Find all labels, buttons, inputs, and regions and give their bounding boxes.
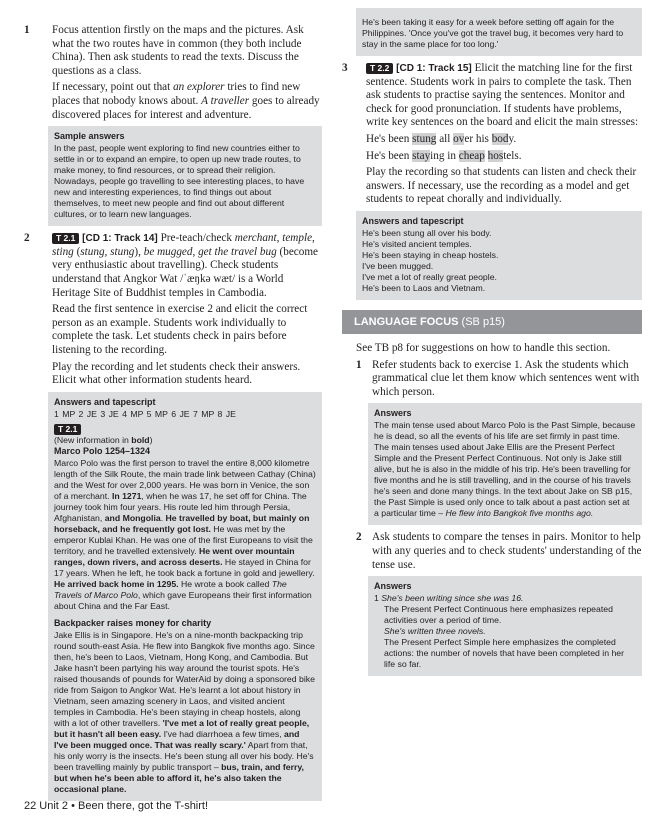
step-2-para-3: Play the recording and let students check their answers. Elicit what other information students heard. [52,360,301,387]
language-focus-header: LANGUAGE FOCUS (SB p15) [342,310,642,334]
answer-2-explanation: The Present Perfect Simple here emphasizes the completed actions: the number of novels that have been completed in her life so far. [384,637,625,670]
step-2-para-2: Read the first sentence in exercise 2 and elicit the correct person as an example. Students work individually to complete the task. Let students check in pairs before listening to the recording. [52,303,308,356]
box-heading: Answers [374,581,412,592]
lf-step-1 [342,359,642,400]
answers-tapescript-box [48,392,322,801]
answer-1-explanation: The Present Perfect Continuous here emphasizes repeated activities over a period of time. [384,604,613,626]
text-run: . [160,512,166,523]
answer-2-sentence: She's written three novels. [384,626,486,637]
box-heading: Answers and tapescript [362,215,464,226]
box-heading: Answers [374,408,412,419]
stress-run: ing in [430,149,459,162]
text-run: , when he was 17, he set off for China. The journey took him four years. His route led him through Persia, Afghanistan, [54,490,307,523]
answer-line: He's been to Laos and Vietnam. [362,282,486,293]
box-text-2: The main tenses used about Jake Ellis are the Present Perfect Simple and the Present Perfect Continuous. Not only is Jake still alive, but he is also in the middle of his trip. He's been travelling for five months and he is still travelling, and in the course of his travels he's seen and done many things. In the text about Jake on SB p15, the Past Simple is used only once to talk about a past action set at a particular time – He flew into Bangkok five months ago. [374,442,633,519]
track-tag: T 2.1 [54,424,81,435]
answer-lines [362,228,636,294]
box-text: In the past, people went exploring to find new countries either to settle in or to expand an empire, to open up new trade routes, to make money, to find resources, or to spread their religion. Nowadays, people go travelling to see interesting places, to have new and interesting experiences, to find things out about themselves, to meet new people and find out about different cultures, or to learn new languages. [54,143,305,220]
answer-line: I've been mugged. [362,260,434,271]
stress-example-1 [366,133,642,147]
stress-run: He's been [366,149,413,162]
step-number: 3 [342,62,348,74]
stress-run: er his [464,132,492,145]
text-run: Jake Ellis is in Singapore. He's on a nine-month backpacking trip round south-east Asia. He flew into Bangkok five months ago. Since then, he's been to Laos, Vietnam, Hong Kong, and Cambodia. But Jake hasn't been partying his way around the tourist spots. He's raised thousands of pounds for WaterAid by doing a sponsored bike ride from Saigon to Angkor Wat. He's learnt a lot about history in Vietnam, seen amazing scenery in Laos, and visited ancient temples in Cambodia. He's been staying in cheap hostels, along with a lot of other travellers. [54,629,315,728]
stress-run: all [436,132,454,145]
stress-run: cheap [458,149,485,162]
sample-answers-box [48,126,322,226]
text-run: He was met by the emperor Kublai Khan. He was one of the first Europeans to visit the territory, and he travelled extensively. [54,523,313,556]
text-run: He travelled by boat, but mainly on horseback, and he frequently got lost. [54,512,310,534]
step-1 [24,24,322,122]
step-3-para-1: T 2.2 [CD 1: Track 15] Elicit the matching line for the first sentence. Students work in pairs to complete the task. Then ask students to practise saying the sentences. Monitor and check for good pronunciation. If students have problems, write key sentences on the board and elicit the main stresses: [366,62,639,129]
answer-key: 1 MP 2 JE 3 JE 4 MP 5 MP 6 JE 7 MP 8 JE [54,408,236,419]
language-focus-intro: See TB p8 for suggestions on how to handle this section. [356,341,611,354]
text-run: He went over mountain ranges, down rivers, and across deserts. [54,545,295,567]
step-1-para-1: Focus attention firstly on the maps and the pictures. Ask what the two routes have in common (they both include China). Then ask students to read the texts. Discuss the questions as a class. [52,24,304,77]
track-ref: [CD 1: Track 14] [82,233,158,245]
backpacker-text [54,630,316,795]
backpacker-heading: Backpacker raises money for charity [54,617,212,628]
left-column [24,24,322,801]
stress-run: ov [453,132,465,145]
text-run: He arrived back home in 1295. [54,578,179,589]
track-tag: T 2.2 [366,63,393,74]
answer-1-sentence: 1 She's been writing since she was 16. [374,593,524,604]
answer-line: He's visited ancient temples. [362,238,472,249]
box-heading: Answers and tapescript [54,396,156,407]
stress-run: He's been [366,132,413,145]
stress-run: y. [508,132,517,145]
text-run: 'I've met a lot of really great people, but it hasn't all been easy. [54,717,310,739]
step-3 [342,62,642,207]
answer-line: He's been stung all over his body. [362,227,492,238]
tapescript-continued-box [356,8,642,56]
lf-step-1-text: Refer students back to exercise 1. Ask the students which grammatical clue let them know which sentences went with which person. [372,358,640,398]
text-run: and I've been mugged once. That was really scary.' [54,728,300,750]
step-3-para-2: Play the recording so that students can listen and check their answers. If necessary, use the recording as a model and get students to repeat chorally and individually. [366,166,637,206]
right-column [342,17,642,682]
text-run: and Mongolia [104,512,161,523]
text-run: I've had diarrhoea a few times, [161,728,285,739]
text-run: The Travels of Marco Polo [54,578,287,600]
text-run: bus, train, and ferry, but when he's been able to afford it, he's also taken the occasional plane. [54,761,304,794]
box-heading: Sample answers [54,131,125,142]
bold-note: (New information in bold) [54,434,153,445]
track-tag: T 2.1 [52,233,79,244]
text-run: Marco Polo was the first person to travel the entire 8,000 kilometre length of the Silk Route, the main trade link between Cathay (China) and the West for over 2,000 years. He was born in Venice, the son of a merchant. [54,457,316,501]
step-number: 2 [356,531,362,544]
box-text: He's been taking it easy for a week before setting off again for the Philippines. 'Once you've got the travel bug, it becomes very hard to stay in the same place for too long.' [362,17,624,49]
text-run: He stayed in China for 17 years. When he left, he took back a fortune in gold and jewellery. [54,556,315,578]
stress-run: stung [412,132,437,145]
step-number: 1 [24,24,30,36]
step-number: 1 [356,358,362,371]
marco-polo-heading: Marco Polo 1254–1324 [54,445,151,456]
stress-run: hos [487,149,504,162]
marco-polo-text [54,458,316,612]
lf-step-2 [342,531,642,572]
answers-tapescript-box [356,211,642,300]
lf-answers-box-1 [368,403,642,525]
box-text-1: The main tense used about Marco Polo is the Past Simple, because he is dead, so all the events of his life are set firmly in past time. [374,420,636,442]
text-run: Apart from that, his only worry is the insects. He's been stung all over his body. He's been travelling mainly by public transport – [54,739,314,772]
answer-line: I've met a lot of really great people. [362,271,497,282]
step-2-para-1: T 2.1 [CD 1: Track 14] Pre-teach/check merchant, temple, sting (stung, stung), be mugged, get the travel bug (become very enthusiastic about travelling). Check students understand that Angkor Wat /ˈæŋkə wæt/ is a World Heritage Site of Buddhist temples in Cambodia. [52,232,319,299]
answer-line: He's been staying in cheap hostels. [362,249,499,260]
lf-step-2-text: Ask students to compare the tenses in pairs. Monitor to help with any queries and to check students' understanding of the tense use. [372,531,642,571]
step-number: 2 [24,232,30,245]
text-run: , which gave Europeans their first information about China and the Far East. [54,589,312,611]
text-run: In 1271 [111,490,142,501]
text-run: He wrote a book called [178,578,272,589]
stress-run: bod [491,132,509,145]
stress-example-2 [366,150,642,164]
track-ref: [CD 1: Track 15] [396,63,472,74]
stress-run: tels. [503,149,522,162]
stress-run: stay [412,149,431,162]
lf-answers-box-2 [368,576,642,676]
step-1-para-2: If necessary, point out that an explorer tries to find new places that nobody knows about. A traveller goes to already discovered places for interest and adventure. [52,81,320,121]
step-2 [24,232,322,388]
page-footer: 22 Unit 2 • Been there, got the T-shirt! [24,800,209,812]
